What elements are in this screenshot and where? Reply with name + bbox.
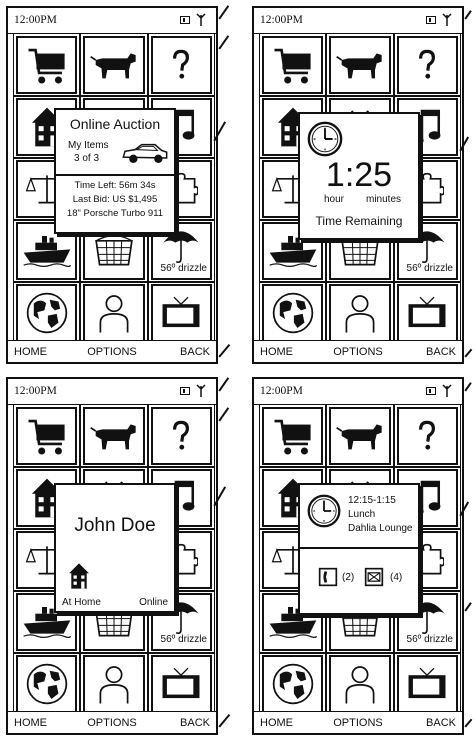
callout-line [218, 35, 228, 49]
event-title: Lunch [348, 509, 376, 520]
clock-icon [306, 120, 344, 158]
battery-icon [180, 387, 190, 395]
options-softkey[interactable]: OPTIONS [87, 717, 137, 729]
callout-line [218, 344, 229, 357]
tile-person[interactable] [329, 284, 390, 342]
back-softkey[interactable]: BACK [426, 346, 456, 358]
tile-globe[interactable] [262, 284, 323, 342]
callout-line [464, 349, 472, 358]
weather-label: 56º drizzle [160, 634, 207, 645]
tile-question[interactable] [397, 36, 458, 94]
callout-line [218, 407, 228, 421]
tile-person[interactable] [83, 655, 144, 713]
tile-person[interactable] [83, 284, 144, 342]
dog-icon [89, 48, 139, 82]
battery-icon [426, 387, 436, 395]
battery-icon [426, 16, 436, 24]
auction-popup[interactable] [54, 108, 176, 234]
globe-icon [271, 291, 315, 335]
softkey-bar [8, 711, 216, 733]
television-icon [405, 295, 449, 331]
popup-divider [56, 174, 174, 176]
tile-tv[interactable] [397, 655, 458, 713]
tile-dog[interactable] [329, 407, 390, 465]
tile-tv[interactable] [397, 284, 458, 342]
shopping-cart-icon [271, 43, 315, 87]
globe-icon [25, 662, 69, 706]
tile-tv[interactable] [151, 655, 212, 713]
hour-unit-label: hour [324, 194, 345, 205]
last-bid: Last Bid: US $1,495 [72, 194, 158, 205]
weather-label: 56º drizzle [406, 634, 453, 645]
battery-icon [180, 16, 190, 24]
callout-line [218, 377, 228, 391]
time-remaining-value: 1:25 [325, 156, 393, 194]
home-softkey[interactable]: HOME [260, 346, 293, 358]
callout-line [464, 719, 472, 728]
auction-item: 18" Porsche Turbo 911 [66, 208, 164, 219]
shopping-cart-icon [25, 414, 69, 458]
contact-popup[interactable] [54, 483, 176, 613]
phone-screen-timer [252, 6, 464, 364]
globe-icon [25, 291, 69, 335]
tile-question[interactable] [151, 36, 212, 94]
phone-screen-auction [6, 6, 218, 364]
event-place: Dahlia Lounge [348, 523, 413, 534]
house-icon [68, 561, 90, 591]
home-softkey[interactable]: HOME [14, 717, 47, 729]
softkey-bar [254, 711, 462, 733]
timer-popup[interactable] [298, 112, 420, 240]
cruise-ship-icon [22, 234, 72, 268]
callout-line [218, 5, 228, 19]
question-mark-icon [169, 48, 193, 82]
envelope-icon[interactable] [364, 567, 384, 587]
back-softkey[interactable]: BACK [426, 717, 456, 729]
tile-shopping-cart[interactable] [262, 407, 323, 465]
popup-title: Online Auction [69, 116, 161, 132]
contact-location: At Home [62, 597, 101, 608]
signal-icon [442, 13, 452, 26]
phone-screen-calendar [252, 377, 464, 735]
status-bar [254, 8, 462, 34]
tile-shopping-cart[interactable] [16, 36, 77, 94]
basket-icon [92, 234, 136, 268]
callout-line [464, 602, 471, 611]
television-icon [405, 666, 449, 702]
tile-shopping-cart[interactable] [16, 407, 77, 465]
phone-screen-contact [6, 377, 218, 735]
person-icon [343, 662, 377, 706]
popup-divider [300, 547, 418, 549]
phone-icon[interactable] [318, 567, 338, 587]
back-softkey[interactable]: BACK [180, 346, 210, 358]
options-softkey[interactable]: OPTIONS [333, 717, 383, 729]
clock-icon [306, 493, 342, 529]
question-mark-icon [415, 419, 439, 453]
back-softkey[interactable]: BACK [180, 717, 210, 729]
home-softkey[interactable]: HOME [260, 717, 293, 729]
minutes-unit-label: minutes [366, 194, 402, 205]
signal-icon [196, 384, 206, 397]
callout-line [464, 382, 471, 391]
status-time: 12:00PM [14, 14, 57, 26]
globe-icon [271, 662, 315, 706]
calendar-popup[interactable] [298, 483, 420, 615]
my-items-label: My Items [68, 140, 109, 151]
time-remaining-caption: Time Remaining [315, 214, 403, 228]
unread-messages-count: (4) [390, 572, 403, 583]
dog-icon [89, 419, 139, 453]
options-softkey[interactable]: OPTIONS [87, 346, 137, 358]
tile-globe[interactable] [262, 655, 323, 713]
status-time: 12:00PM [260, 385, 303, 397]
items-count: 3 of 3 [74, 153, 100, 164]
signal-icon [442, 384, 452, 397]
status-bar [254, 379, 462, 405]
person-icon [343, 291, 377, 335]
contact-name: John Doe [74, 515, 156, 536]
question-mark-icon [415, 48, 439, 82]
tile-question[interactable] [397, 407, 458, 465]
weather-label: 56º drizzle [406, 263, 453, 274]
tile-dog[interactable] [329, 36, 390, 94]
tile-globe[interactable] [16, 655, 77, 713]
status-time: 12:00PM [14, 385, 57, 397]
callout-line [464, 10, 471, 19]
television-icon [159, 666, 203, 702]
dog-icon [335, 48, 385, 82]
contact-presence: Online [139, 597, 168, 608]
callout-line [218, 714, 229, 727]
tile-dog[interactable] [83, 407, 144, 465]
home-softkey[interactable]: HOME [14, 346, 47, 358]
television-icon [159, 295, 203, 331]
missed-calls-count: (2) [342, 572, 355, 583]
event-time-range: 12:15-1:15 [348, 495, 396, 506]
shopping-cart-icon [271, 414, 315, 458]
options-softkey[interactable]: OPTIONS [333, 346, 383, 358]
tile-person[interactable] [329, 655, 390, 713]
softkey-bar [8, 340, 216, 362]
person-icon [97, 291, 131, 335]
person-icon [97, 662, 131, 706]
shopping-cart-icon [25, 43, 69, 87]
question-mark-icon [169, 419, 193, 453]
weather-label: 56º drizzle [160, 263, 207, 274]
car-icon [120, 140, 170, 166]
tile-tv[interactable] [151, 284, 212, 342]
signal-icon [196, 13, 206, 26]
status-time: 12:00PM [260, 14, 303, 26]
dog-icon [335, 419, 385, 453]
softkey-bar [254, 340, 462, 362]
tile-dog[interactable] [83, 36, 144, 94]
status-bar [8, 379, 216, 405]
status-bar [8, 8, 216, 34]
time-left: Time Left: 56m 34s [74, 180, 156, 191]
tile-question[interactable] [151, 407, 212, 465]
tile-globe[interactable] [16, 284, 77, 342]
tile-shopping-cart[interactable] [262, 36, 323, 94]
